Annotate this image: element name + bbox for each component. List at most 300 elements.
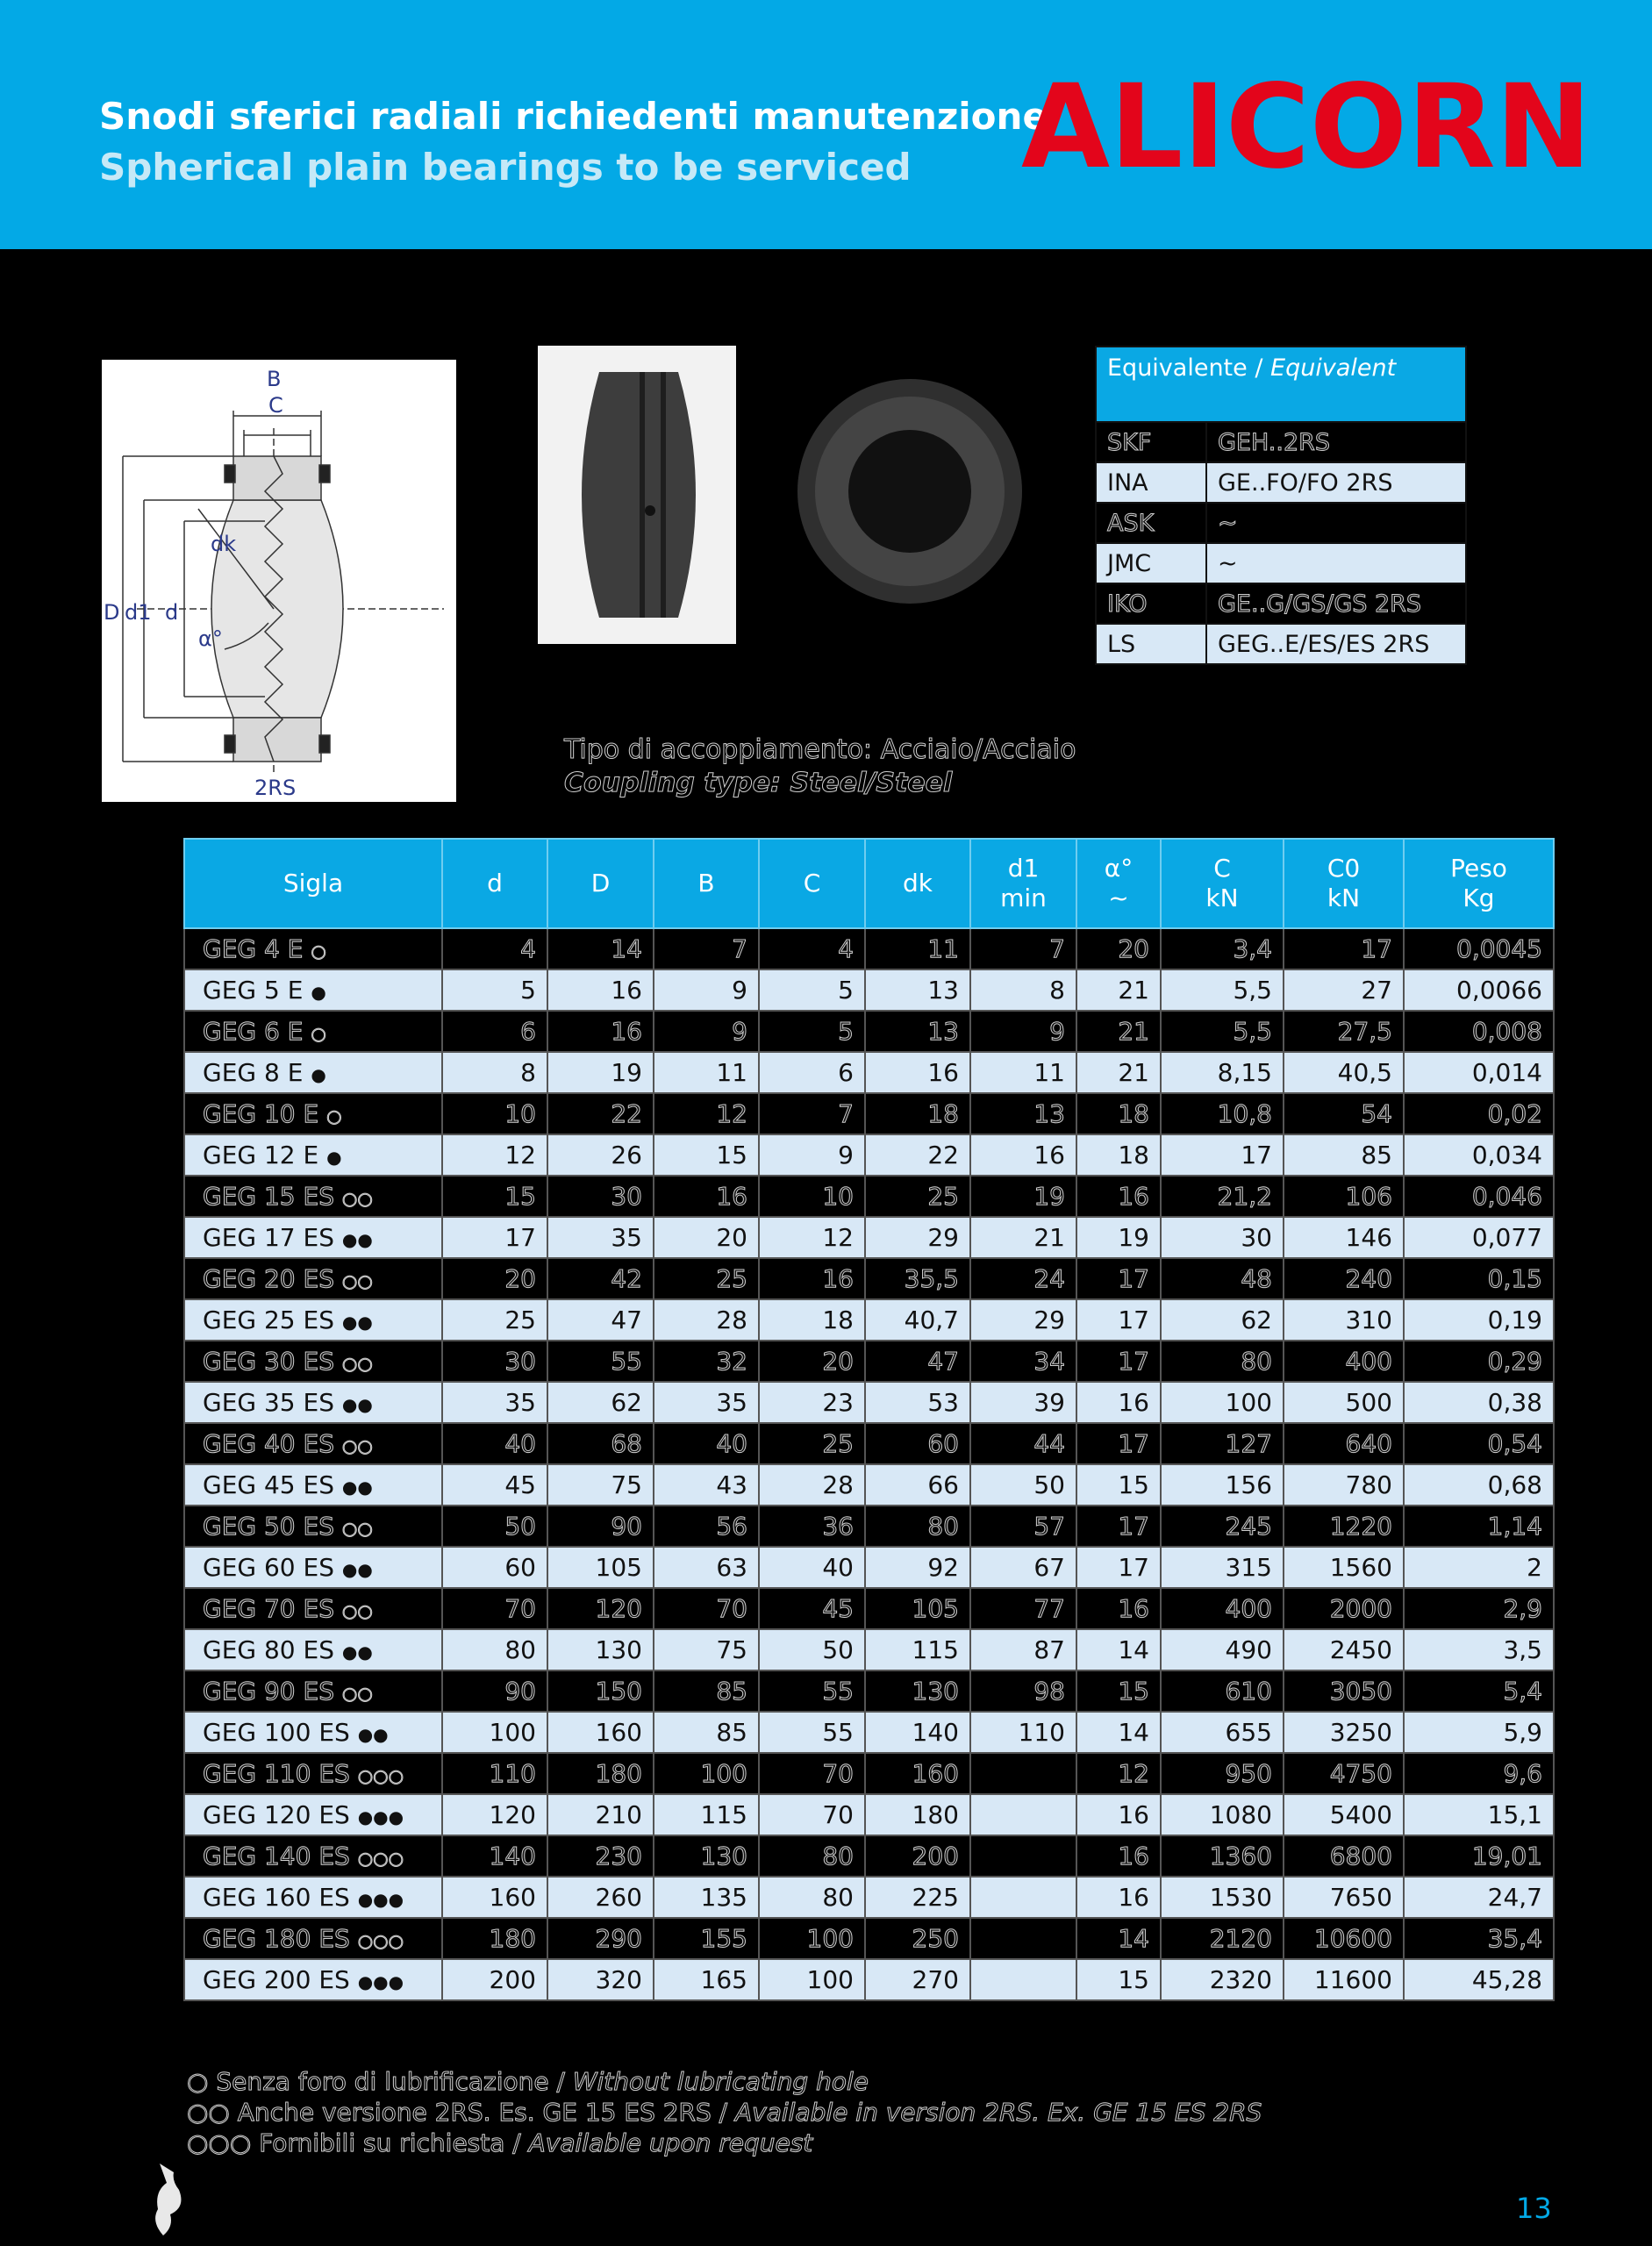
cell-dk: 13 — [865, 969, 970, 1011]
cell-peso: 0,008 — [1404, 1011, 1554, 1052]
cell-b: 12 — [654, 1093, 759, 1134]
cell-d: 90 — [442, 1670, 547, 1712]
cell-b: 15 — [654, 1134, 759, 1176]
cell-ckn: 2120 — [1161, 1918, 1284, 1959]
cell-a: 15 — [1076, 1959, 1161, 2000]
table-row — [184, 1753, 1554, 1794]
cell-d1: 110 — [970, 1712, 1076, 1753]
cell-d: 120 — [547, 1588, 654, 1629]
cell-d: 150 — [547, 1670, 654, 1712]
coupling-en: Coupling type: Steel/Steel — [564, 768, 953, 798]
cell-d1 — [970, 1835, 1076, 1877]
bearing-photo-side — [538, 346, 736, 644]
column-header: d1 min — [970, 839, 1076, 928]
cell-sigla — [184, 1753, 442, 1794]
availability-marks: ●● — [341, 1229, 373, 1250]
sigla-text: GEG 100 ES — [203, 1718, 350, 1747]
equivalents-header: Equivalente / Equivalent — [1096, 347, 1466, 422]
sigla-text: GEG 20 ES — [203, 1264, 334, 1293]
cell-dk: 250 — [865, 1918, 970, 1959]
cell-d: 62 — [547, 1382, 654, 1423]
availability-marks: ●● — [341, 1312, 373, 1333]
cell-c: 70 — [759, 1753, 865, 1794]
table-row — [184, 1959, 1554, 2000]
cell-a: 12 — [1076, 1753, 1161, 1794]
cell-c: 18 — [759, 1299, 865, 1341]
cell-sigla — [184, 1506, 442, 1547]
cell-d: 320 — [547, 1959, 654, 2000]
sigla-text: GEG 180 ES — [203, 1924, 350, 1953]
coupling-it: Tipo di accoppiamento: Acciaio/Acciaio — [564, 734, 1076, 765]
cell-sigla — [184, 1217, 442, 1258]
footnote: ○○○ Fornibili su richiesta / Available upon request — [187, 2128, 813, 2157]
cell-d: 45 — [442, 1464, 547, 1506]
equiv-code: ~ — [1206, 503, 1466, 543]
cell-c: 45 — [759, 1588, 865, 1629]
cell-d1: 98 — [970, 1670, 1076, 1712]
cell-b: 9 — [654, 969, 759, 1011]
footnote: ○ Senza foro di lubrificazione / Without lubricating hole — [187, 2067, 869, 2096]
cell-b: 115 — [654, 1794, 759, 1835]
availability-marks: ○○ — [341, 1600, 373, 1621]
cell-sigla — [184, 1464, 442, 1506]
cell-c0: 780 — [1284, 1464, 1404, 1506]
cell-peso: 0,0066 — [1404, 969, 1554, 1011]
cell-b: 75 — [654, 1629, 759, 1670]
cell-b: 7 — [654, 928, 759, 969]
sigla-text: GEG 160 ES — [203, 1883, 350, 1912]
cell-sigla — [184, 1670, 442, 1712]
equivalent-row — [1096, 503, 1466, 543]
header-banner — [0, 0, 1652, 249]
cell-c0: 27,5 — [1284, 1011, 1404, 1052]
cell-d: 25 — [442, 1299, 547, 1341]
table-row — [184, 1877, 1554, 1918]
cell-dk: 29 — [865, 1217, 970, 1258]
sigla-text: GEG 45 ES — [203, 1470, 334, 1499]
bearings-table — [183, 838, 1555, 2001]
page-number: 13 — [1516, 2192, 1552, 2225]
cell-sigla — [184, 1712, 442, 1753]
availability-marks: ○○ — [341, 1435, 373, 1456]
column-header: Sigla — [184, 839, 442, 928]
cell-dk: 35,5 — [865, 1258, 970, 1299]
cell-sigla — [184, 969, 442, 1011]
availability-marks: ●●● — [357, 1971, 404, 1992]
availability-marks: ●●● — [357, 1806, 404, 1828]
cell-sigla — [184, 1052, 442, 1093]
cell-peso: 9,6 — [1404, 1753, 1554, 1794]
cell-dk: 160 — [865, 1753, 970, 1794]
cell-c: 23 — [759, 1382, 865, 1423]
cell-c: 100 — [759, 1959, 865, 2000]
cell-a: 17 — [1076, 1299, 1161, 1341]
cell-peso: 0,38 — [1404, 1382, 1554, 1423]
footnotes — [187, 2066, 1262, 2158]
cell-c: 16 — [759, 1258, 865, 1299]
cell-sigla — [184, 1382, 442, 1423]
equivalents-title-it: Equivalente — [1107, 354, 1248, 382]
sigla-text: GEG 60 ES — [203, 1553, 334, 1582]
cell-d: 35 — [442, 1382, 547, 1423]
cell-peso: 0,54 — [1404, 1423, 1554, 1464]
cell-sigla — [184, 1794, 442, 1835]
cell-c0: 240 — [1284, 1258, 1404, 1299]
cell-c0: 3250 — [1284, 1712, 1404, 1753]
column-header: D — [547, 839, 654, 928]
cell-peso: 0,0045 — [1404, 928, 1554, 969]
table-row — [184, 1052, 1554, 1093]
cell-d: 40 — [442, 1423, 547, 1464]
column-header: C kN — [1161, 839, 1284, 928]
cell-c0: 27 — [1284, 969, 1404, 1011]
cell-d1 — [970, 1877, 1076, 1918]
cell-c0: 310 — [1284, 1299, 1404, 1341]
label-D: D — [104, 600, 120, 625]
cell-d: 160 — [442, 1877, 547, 1918]
cell-ckn: 1530 — [1161, 1877, 1284, 1918]
sigla-text: GEG 120 ES — [203, 1800, 350, 1829]
cell-dk: 25 — [865, 1176, 970, 1217]
cell-c: 100 — [759, 1918, 865, 1959]
table-row — [184, 1299, 1554, 1341]
cell-d: 75 — [547, 1464, 654, 1506]
cell-dk: 66 — [865, 1464, 970, 1506]
cell-a: 16 — [1076, 1588, 1161, 1629]
table-row — [184, 1835, 1554, 1877]
cell-c0: 17 — [1284, 928, 1404, 969]
table-row — [184, 1918, 1554, 1959]
availability-marks: ○○ — [341, 1518, 373, 1539]
equivalent-row — [1096, 583, 1466, 624]
cell-dk: 40,7 — [865, 1299, 970, 1341]
footnote-it: Anche versione 2RS. Es. GE 15 ES 2RS — [237, 2098, 712, 2127]
cell-a: 15 — [1076, 1670, 1161, 1712]
cell-d: 68 — [547, 1423, 654, 1464]
cell-d1: 8 — [970, 969, 1076, 1011]
cell-dk: 130 — [865, 1670, 970, 1712]
cell-ckn: 62 — [1161, 1299, 1284, 1341]
table-row — [184, 1134, 1554, 1176]
cell-d: 30 — [547, 1176, 654, 1217]
table-row — [184, 1382, 1554, 1423]
cell-peso: 45,28 — [1404, 1959, 1554, 2000]
cell-d: 120 — [442, 1794, 547, 1835]
cell-b: 63 — [654, 1547, 759, 1588]
equiv-code: GEH..2RS — [1206, 422, 1466, 462]
cell-a: 14 — [1076, 1629, 1161, 1670]
cell-peso: 0,046 — [1404, 1176, 1554, 1217]
cell-dk: 22 — [865, 1134, 970, 1176]
cell-d1: 50 — [970, 1464, 1076, 1506]
cell-a: 16 — [1076, 1176, 1161, 1217]
equivalent-row — [1096, 543, 1466, 583]
cell-d1: 87 — [970, 1629, 1076, 1670]
title-english: Spherical plain bearings to be serviced — [99, 146, 912, 189]
equiv-brand: JMC — [1096, 543, 1206, 583]
cell-ckn: 10,8 — [1161, 1093, 1284, 1134]
cell-ckn: 490 — [1161, 1629, 1284, 1670]
cell-sigla — [184, 1134, 442, 1176]
sigla-text: GEG 110 ES — [203, 1759, 350, 1788]
cell-b: 130 — [654, 1835, 759, 1877]
cell-sigla — [184, 1835, 442, 1877]
footnote-it: Senza foro di lubrificazione — [216, 2067, 549, 2096]
table-row — [184, 1670, 1554, 1712]
sigla-text: GEG 80 ES — [203, 1635, 334, 1664]
footnote-en: Available upon request — [528, 2128, 813, 2157]
cell-d: 35 — [547, 1217, 654, 1258]
cell-ckn: 156 — [1161, 1464, 1284, 1506]
cell-ckn: 100 — [1161, 1382, 1284, 1423]
cell-peso: 35,4 — [1404, 1918, 1554, 1959]
label-d1: d1 — [125, 600, 152, 625]
cell-sigla — [184, 1918, 442, 1959]
cell-d: 14 — [547, 928, 654, 969]
logo-text: ALICORN — [1021, 79, 1591, 175]
cell-c: 28 — [759, 1464, 865, 1506]
cell-c0: 54 — [1284, 1093, 1404, 1134]
cell-d: 5 — [442, 969, 547, 1011]
table-row — [184, 1547, 1554, 1588]
cell-d: 160 — [547, 1712, 654, 1753]
cell-c0: 5400 — [1284, 1794, 1404, 1835]
footnote: ○○ Anche versione 2RS. Es. GE 15 ES 2RS / Available in version 2RS. Ex. GE 15 ES 2RS — [187, 2098, 1262, 2127]
cell-d: 290 — [547, 1918, 654, 1959]
cell-peso: 0,034 — [1404, 1134, 1554, 1176]
cell-c: 36 — [759, 1506, 865, 1547]
sigla-text: GEG 12 E — [203, 1141, 319, 1169]
cell-c: 80 — [759, 1877, 865, 1918]
equivalent-row — [1096, 624, 1466, 664]
cell-d: 8 — [442, 1052, 547, 1093]
cell-d1: 19 — [970, 1176, 1076, 1217]
cell-dk: 18 — [865, 1093, 970, 1134]
cell-a: 17 — [1076, 1341, 1161, 1382]
table-row — [184, 1258, 1554, 1299]
column-header: Peso Kg — [1404, 839, 1554, 928]
sigla-text: GEG 5 E — [203, 976, 304, 1005]
technical-drawing — [102, 360, 456, 802]
cell-ckn: 30 — [1161, 1217, 1284, 1258]
cell-c: 9 — [759, 1134, 865, 1176]
equiv-brand: SKF — [1096, 422, 1206, 462]
cell-c0: 1560 — [1284, 1547, 1404, 1588]
label-dk: dk — [211, 532, 237, 556]
cell-dk: 105 — [865, 1588, 970, 1629]
cell-c: 80 — [759, 1835, 865, 1877]
cell-ckn: 127 — [1161, 1423, 1284, 1464]
cell-d: 210 — [547, 1794, 654, 1835]
equivalent-row — [1096, 422, 1466, 462]
unicorn-mascot-icon — [147, 2157, 195, 2241]
cell-d: 140 — [442, 1835, 547, 1877]
cell-d1: 21 — [970, 1217, 1076, 1258]
cell-d: 22 — [547, 1093, 654, 1134]
cell-peso: 0,29 — [1404, 1341, 1554, 1382]
cell-dk: 60 — [865, 1423, 970, 1464]
table-row — [184, 1176, 1554, 1217]
equiv-brand: INA — [1096, 462, 1206, 503]
sigla-text: GEG 6 E — [203, 1017, 304, 1046]
cell-ckn: 5,5 — [1161, 1011, 1284, 1052]
sigla-text: GEG 50 ES — [203, 1512, 334, 1541]
equiv-code: ~ — [1206, 543, 1466, 583]
cell-b: 20 — [654, 1217, 759, 1258]
cell-a: 21 — [1076, 969, 1161, 1011]
equiv-brand: LS — [1096, 624, 1206, 664]
cell-d: 15 — [442, 1176, 547, 1217]
cell-sigla — [184, 1547, 442, 1588]
cell-d: 17 — [442, 1217, 547, 1258]
cell-d: 110 — [442, 1753, 547, 1794]
cell-dk: 80 — [865, 1506, 970, 1547]
table-row — [184, 1217, 1554, 1258]
cell-b: 85 — [654, 1670, 759, 1712]
equivalent-row — [1096, 462, 1466, 503]
cell-d: 70 — [442, 1588, 547, 1629]
cell-peso: 0,02 — [1404, 1093, 1554, 1134]
cell-sigla — [184, 1176, 442, 1217]
cell-b: 85 — [654, 1712, 759, 1753]
cell-sigla — [184, 1959, 442, 2000]
cell-dk: 13 — [865, 1011, 970, 1052]
cell-c: 20 — [759, 1341, 865, 1382]
cell-dk: 180 — [865, 1794, 970, 1835]
cell-a: 16 — [1076, 1877, 1161, 1918]
equiv-code: GE..G/GS/GS 2RS — [1206, 583, 1466, 624]
cell-d: 16 — [547, 969, 654, 1011]
sigla-text: GEG 15 ES — [203, 1182, 334, 1211]
table-row — [184, 969, 1554, 1011]
sigla-text: GEG 4 E — [203, 934, 304, 963]
cell-a: 14 — [1076, 1918, 1161, 1959]
cell-d: 180 — [547, 1753, 654, 1794]
cell-sigla — [184, 1258, 442, 1299]
cell-ckn: 400 — [1161, 1588, 1284, 1629]
cell-d: 80 — [442, 1629, 547, 1670]
cell-d: 4 — [442, 928, 547, 969]
cell-d1: 24 — [970, 1258, 1076, 1299]
cell-b: 25 — [654, 1258, 759, 1299]
cell-sigla — [184, 1629, 442, 1670]
cell-d1: 29 — [970, 1299, 1076, 1341]
cell-b: 43 — [654, 1464, 759, 1506]
availability-marks: ● — [326, 1147, 342, 1168]
cell-c0: 146 — [1284, 1217, 1404, 1258]
cell-a: 17 — [1076, 1547, 1161, 1588]
cell-ckn: 315 — [1161, 1547, 1284, 1588]
cell-ckn: 950 — [1161, 1753, 1284, 1794]
cell-a: 16 — [1076, 1382, 1161, 1423]
availability-marks: ○○○ — [357, 1930, 404, 1951]
cell-a: 17 — [1076, 1258, 1161, 1299]
cell-peso: 5,9 — [1404, 1712, 1554, 1753]
cell-d1 — [970, 1753, 1076, 1794]
column-header: C0 kN — [1284, 839, 1404, 928]
sigla-text: GEG 70 ES — [203, 1594, 334, 1623]
cell-d1: 7 — [970, 928, 1076, 969]
table-header-row — [184, 839, 1554, 928]
availability-marks: ○○ — [341, 1683, 373, 1704]
cell-c0: 1220 — [1284, 1506, 1404, 1547]
cell-d: 130 — [547, 1629, 654, 1670]
cell-d: 26 — [547, 1134, 654, 1176]
cell-d1: 34 — [970, 1341, 1076, 1382]
cell-a: 18 — [1076, 1093, 1161, 1134]
availability-marks: ●● — [341, 1642, 373, 1663]
cell-d: 12 — [442, 1134, 547, 1176]
table-row — [184, 1341, 1554, 1382]
cell-d1 — [970, 1959, 1076, 2000]
cell-b: 9 — [654, 1011, 759, 1052]
column-header: dk — [865, 839, 970, 928]
cell-d: 10 — [442, 1093, 547, 1134]
cell-c0: 2000 — [1284, 1588, 1404, 1629]
table-row — [184, 1423, 1554, 1464]
availability-marks: ●● — [341, 1477, 373, 1498]
label-alpha: α° — [198, 626, 223, 651]
cell-sigla — [184, 928, 442, 969]
equivalents-title-en: Equivalent — [1270, 354, 1397, 382]
cell-dk: 200 — [865, 1835, 970, 1877]
cell-peso: 5,4 — [1404, 1670, 1554, 1712]
cell-ckn: 3,4 — [1161, 928, 1284, 969]
sigla-text: GEG 10 E — [203, 1099, 319, 1128]
cell-d: 30 — [442, 1341, 547, 1382]
cell-c0: 500 — [1284, 1382, 1404, 1423]
cell-b: 28 — [654, 1299, 759, 1341]
cell-d1: 13 — [970, 1093, 1076, 1134]
cell-d: 47 — [547, 1299, 654, 1341]
cell-d: 42 — [547, 1258, 654, 1299]
equiv-brand: IKO — [1096, 583, 1206, 624]
cell-dk: 11 — [865, 928, 970, 969]
cell-a: 16 — [1076, 1794, 1161, 1835]
cell-c0: 640 — [1284, 1423, 1404, 1464]
cell-sigla — [184, 1588, 442, 1629]
availability-marks: ● — [311, 1064, 326, 1085]
cell-c: 5 — [759, 1011, 865, 1052]
cell-d: 60 — [442, 1547, 547, 1588]
table-row — [184, 1464, 1554, 1506]
cell-c: 7 — [759, 1093, 865, 1134]
alicorn-logo — [1021, 79, 1591, 175]
cell-c: 40 — [759, 1547, 865, 1588]
footnote-mark: ○○ — [187, 2098, 230, 2127]
sigla-text: GEG 30 ES — [203, 1347, 334, 1376]
cell-d: 50 — [442, 1506, 547, 1547]
label-B: B — [267, 367, 282, 391]
cell-d1: 57 — [970, 1506, 1076, 1547]
cell-c0: 106 — [1284, 1176, 1404, 1217]
cell-a: 17 — [1076, 1506, 1161, 1547]
availability-marks: ●● — [341, 1394, 373, 1415]
sigla-text: GEG 140 ES — [203, 1842, 350, 1870]
cell-a: 14 — [1076, 1712, 1161, 1753]
cell-d: 6 — [442, 1011, 547, 1052]
footnote-en: Without lubricating hole — [572, 2067, 869, 2096]
cell-c: 6 — [759, 1052, 865, 1093]
table-row — [184, 1506, 1554, 1547]
cell-peso: 2,9 — [1404, 1588, 1554, 1629]
availability-marks: ○ — [311, 941, 326, 962]
cell-c0: 6800 — [1284, 1835, 1404, 1877]
cell-d1: 77 — [970, 1588, 1076, 1629]
table-row — [184, 928, 1554, 969]
bearing-photo-front — [783, 351, 1037, 632]
cell-d: 105 — [547, 1547, 654, 1588]
